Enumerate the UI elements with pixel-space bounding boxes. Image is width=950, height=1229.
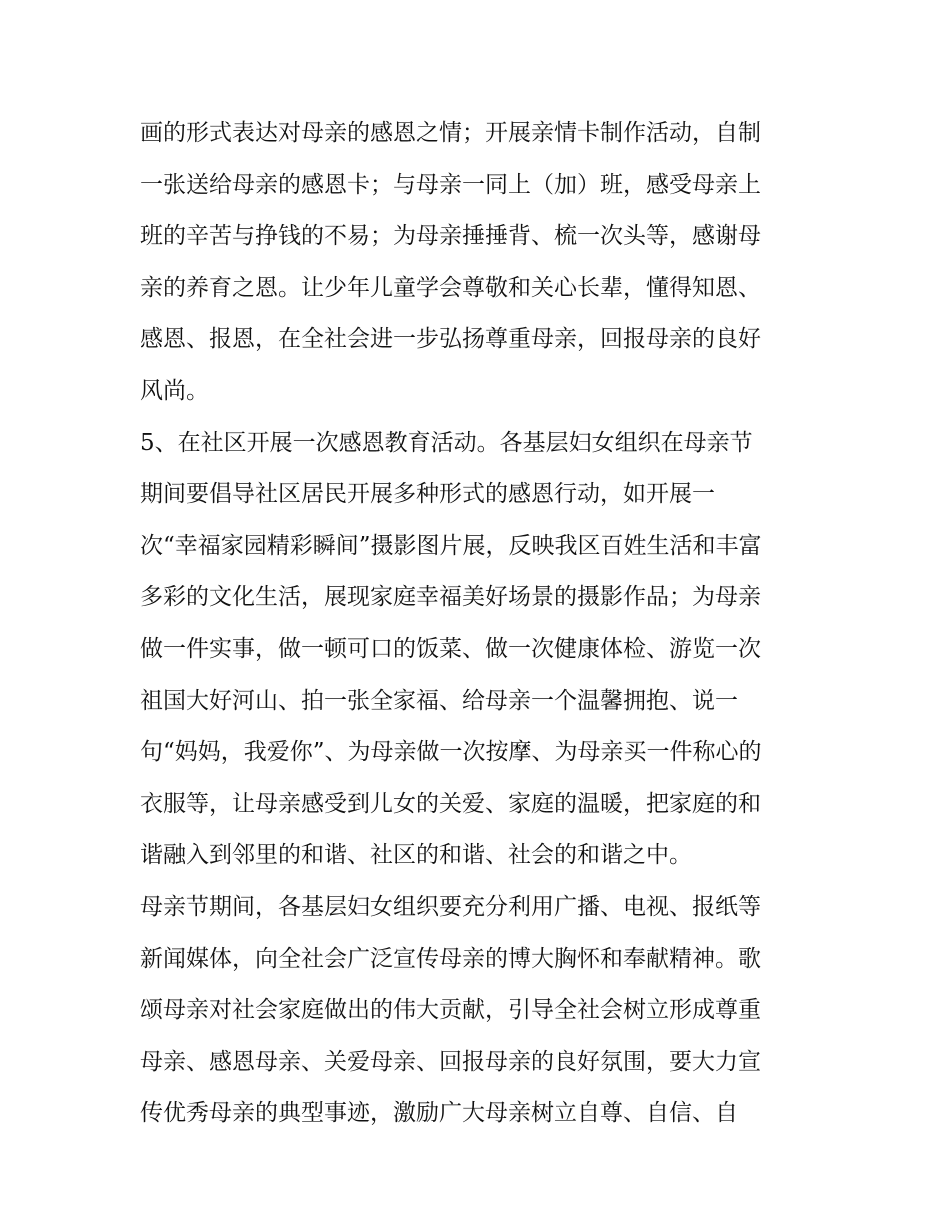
text-line: 期间要倡导社区居民开展多种形式的感恩行动，如开展一 [140, 481, 715, 508]
text-line: 5、在社区开展一次感恩教育活动。各基层妇女组织在母亲节 [140, 429, 753, 456]
text-line: 班的辛苦与挣钱的不易；为母亲捶捶背、梳一次头等，感谢母 [140, 223, 761, 250]
text-line: 画的形式表达对母亲的感恩之情；开展亲情卡制作活动，自制 [140, 120, 761, 146]
text-line: 衣服等，让母亲感受到儿女的关爱、家庭的温暖，把家庭的和 [140, 790, 761, 817]
document-body [140, 108, 830, 1140]
text-line: 一张送给母亲的感恩卡；与母亲一同上（加）班，感受母亲上 [140, 171, 761, 198]
text-line: 多彩的文化生活，展现家庭幸福美好场景的摄影作品；为母亲 [140, 584, 761, 611]
text-line: 亲的养育之恩。让少年儿童学会尊敬和关心长辈，懂得知恩、 [140, 274, 761, 301]
text-line: 次“幸福家园精彩瞬间”摄影图片展，反映我区百姓生活和丰富 [140, 532, 762, 559]
text-line: 母亲节期间，各基层妇女组织要充分利用广播、电视、报纸等 [140, 893, 761, 920]
text-line: 句“妈妈，我爱你”、为母亲做一次按摩、为母亲买一件称心的 [140, 739, 762, 766]
text-line: 母亲、感恩母亲、关爱母亲、回报母亲的良好氛围，要大力宣 [140, 1048, 761, 1075]
text-line: 风尚。 [140, 377, 209, 404]
text-line: 新闻媒体，向全社会广泛宣传母亲的博大胸怀和奉献精神。歌 [140, 945, 761, 972]
text-line: 谐融入到邻里的和谐、社区的和谐、社会的和谐之中。 [140, 842, 692, 869]
text-line: 感恩、报恩，在全社会进一步弘扬尊重母亲，回报母亲的良好 [140, 326, 761, 353]
text-line: 传优秀母亲的典型事迹，激励广大母亲树立自尊、自信、自 [140, 1100, 738, 1127]
text-line: 颂母亲对社会家庭做出的伟大贡献，引导全社会树立形成尊重 [140, 997, 761, 1024]
text-line: 做一件实事，做一顿可口的饭菜、做一次健康体检、游览一次 [140, 635, 761, 662]
text-line: 祖国大好河山、拍一张全家福、给母亲一个温馨拥抱、说一 [140, 687, 738, 714]
